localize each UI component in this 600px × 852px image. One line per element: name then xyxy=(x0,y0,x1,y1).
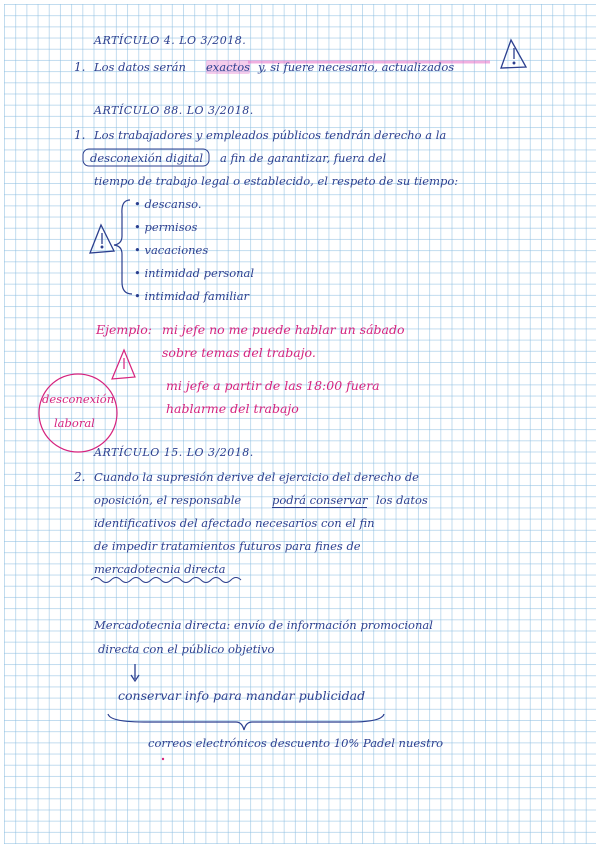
underlined-phrase: podrá conservar xyxy=(272,493,368,507)
wavy-underline xyxy=(91,578,241,583)
article-15-line-5: mercadotecnia directa xyxy=(94,562,226,576)
list-item: • intimidad familiar xyxy=(134,289,250,303)
article-88-paragraph-number: 1. xyxy=(74,128,86,142)
warning-triangle-icon xyxy=(112,350,135,379)
boxed-term: desconexión digital xyxy=(90,151,204,165)
list-item: • vacaciones xyxy=(134,243,209,257)
article-15-line-1: Cuando la supresión derive del ejercicio del derecho de xyxy=(94,470,419,484)
list-item-text: permisos xyxy=(144,220,198,234)
definition-line-2: directa con el público objetivo xyxy=(98,642,275,656)
definition-line-3: conservar info para mandar publicidad xyxy=(118,688,366,703)
arrow-down-icon xyxy=(131,664,139,681)
article-4-paragraph-number: 1. xyxy=(74,60,86,74)
article-88-heading: ARTÍCULO 88. LO 3/2018. xyxy=(94,104,254,117)
example-line-3: mi jefe a partir de las 18:00 fuera xyxy=(166,378,380,393)
list-item-text: descanso. xyxy=(144,197,202,211)
article-88-line-2: a fin de garantizar, fuera del xyxy=(220,151,387,165)
article-88-line-3: tiempo de trabajo legal o establecido, el respeto de su tiempo: xyxy=(94,174,459,188)
list-brace xyxy=(114,200,132,294)
notebook-page xyxy=(4,4,596,844)
circle-note-line-2: laboral xyxy=(54,416,95,430)
article-4-text-pre: Los datos serán xyxy=(94,60,186,74)
list-item: • intimidad personal xyxy=(134,266,255,280)
definition-line-4: correos electrónicos descuento 10% Padel nuestro xyxy=(148,736,444,750)
article-88-line-1: Los trabajadores y empleados públicos tendrán derecho a la xyxy=(94,128,447,142)
list-item: • permisos xyxy=(134,220,198,234)
article-15-paragraph-number: 2. xyxy=(74,470,86,484)
example-line-4: hablarme del trabajo xyxy=(166,401,299,416)
pink-dot xyxy=(162,758,164,760)
article-15-line-2-pre: oposición, el responsable xyxy=(94,493,242,507)
warning-triangle-icon xyxy=(501,40,526,68)
example-label: Ejemplo: xyxy=(96,322,152,337)
article-15-heading: ARTÍCULO 15. LO 3/2018. xyxy=(94,446,254,459)
list-item: • descanso. xyxy=(134,197,202,211)
list-item-text: intimidad personal xyxy=(144,266,255,280)
article-15-line-2-post: los datos xyxy=(376,493,428,507)
highlighted-word: exactos xyxy=(206,60,251,74)
circle-note-line-1: desconexión xyxy=(42,392,115,406)
article-4-heading: ARTÍCULO 4. LO 3/2018. xyxy=(94,34,247,47)
article-15-line-4: de impedir tratamientos futuros para fines de xyxy=(94,539,361,553)
warning-triangle-icon xyxy=(90,225,114,253)
example-line-1: mi jefe no me puede hablar un sábado xyxy=(162,322,405,337)
large-brace xyxy=(108,714,384,730)
example-line-2: sobre temas del trabajo. xyxy=(162,345,316,360)
list-item-text: intimidad familiar xyxy=(144,289,250,303)
article-4-text-post: y, si fuere necesario, actualizados xyxy=(258,60,455,74)
article-15-line-3: identificativos del afectado necesarios con el fin xyxy=(94,516,375,530)
pink-circle xyxy=(39,374,117,452)
definition-line-1: Mercadotecnia directa: envío de información promocional xyxy=(94,618,433,632)
list-item-text: vacaciones xyxy=(144,243,209,257)
